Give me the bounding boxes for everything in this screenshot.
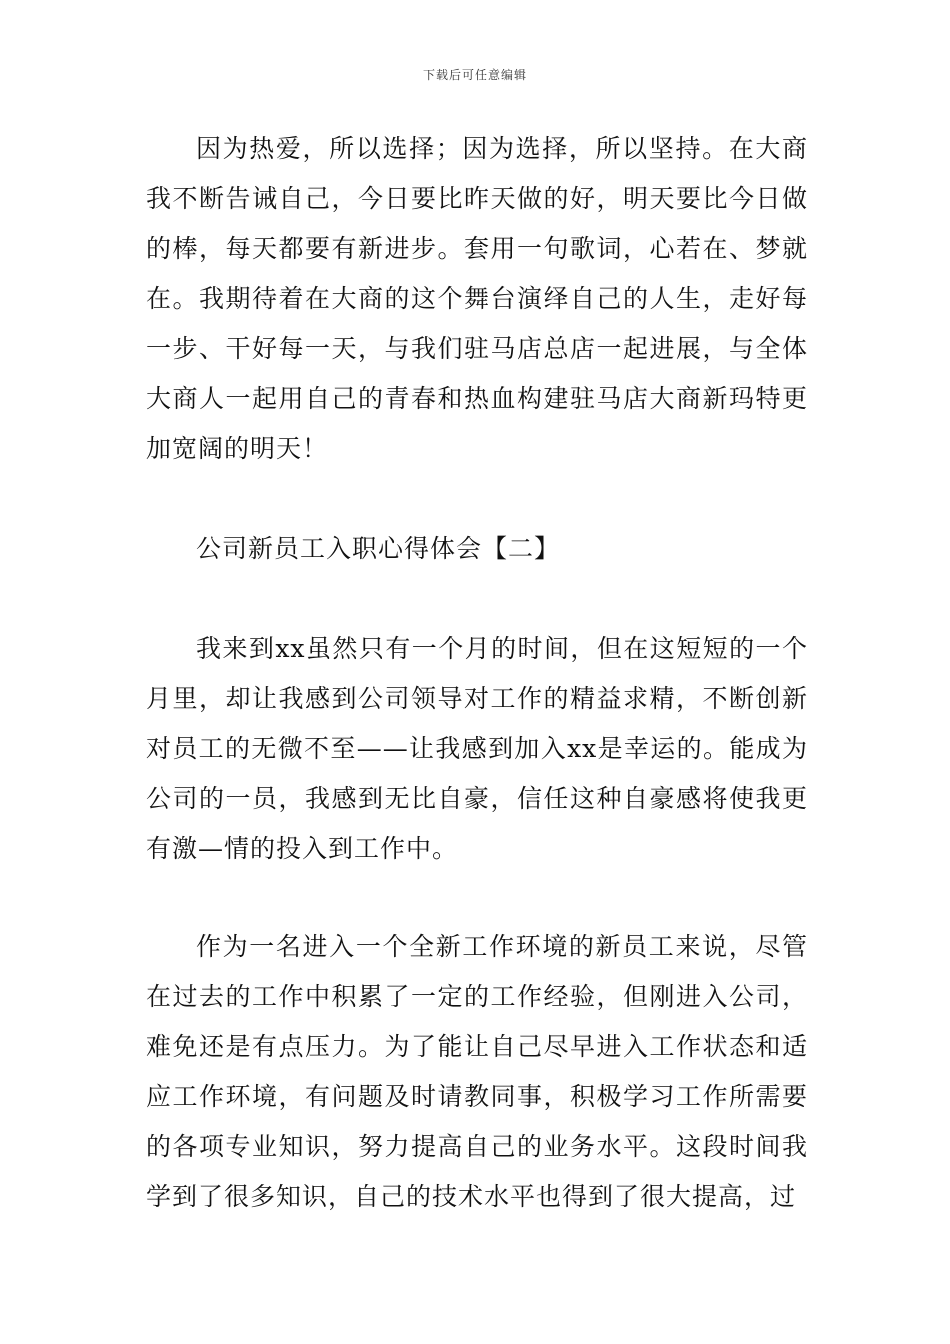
page-header: 下载后可任意编辑 <box>422 68 527 82</box>
paragraph-closing: 因为热爱，所以选择；因为选择，所以坚持。在大商我不断告诫自己，今日要比昨天做的好，明天要比今日做的棒，每天都要有新进步。套用一句歌词，心若在、梦就在。我期待着在大商的这个舞台演绎自己的人生，走好每一步、干好每一天，与我们驻马店总店一起进展，与全体大商人一起用自己的青春和热血构建驻马店大商新玛特更加宽阔的明天！ <box>146 134 808 463</box>
paragraph-experience: 作为一名进入一个全新工作环境的新员工来说，尽管在过去的工作中积累了一定的工作经验，但刚进入公司，难免还是有点压力。为了能让自己尽早进入工作状态和适应工作环境，有问题及时请教同事，积极学习工作所需要的各项专业知识，努力提高自己的业务水平。这段时间我学到了很多知识，自己的技术水平也得到了很大提高，过 <box>146 932 808 1211</box>
section-heading: 公司新员工入职心得体会【二】 <box>196 534 561 563</box>
paragraph-intro: 我来到xx虽然只有一个月的时间，但在这短短的一个月里，却让我感到公司领导对工作的精益求精，不断创新对员工的无微不至——让我感到加入xx是幸运的。能成为公司的一员，我感到无比自豪，信任这种自豪感将使我更有激—情的投入到工作中。 <box>146 634 808 863</box>
